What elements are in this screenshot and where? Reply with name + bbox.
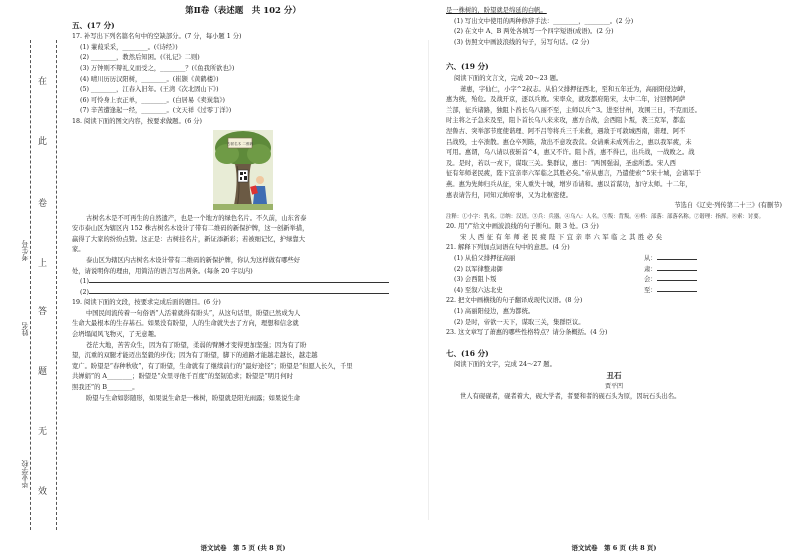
punctuation-sentence: 宋 人 西 征 有 年 师 老 民 疲 陛 下 宜 亲 率 六 军 临 之 其 胜 必 矣 [460,233,663,241]
classical-text: 涅鲁古、突举部节度使谐理、阿不吕等将兵三千来救，遇敌于可敦城西南，谐理、阿不 [446,127,686,135]
q22-item: (1) 高丽阳侵边，惠为都统。 [454,308,535,316]
q19-text: 会坍塌闻风飞物灭，了无意趣。 [72,331,161,339]
q19-text: 望，沉重的双腿才能迈出坚毅的步伐；因为有了盼望，脚下的道路才能越走越长，越走越 [72,352,318,360]
margin-char: 效 [38,487,48,497]
essay-author: 贾平凹 [604,382,623,390]
q18-text: 处，请说明你的理由，用简洁的语言写出两条。(每条 20 字以内) [72,267,253,275]
q17-item: (2) ________，教然后知困。(《礼记》二则) [80,54,200,62]
q17-item: (7) 辛苦遭逢起一经，________。(文天祥《过零丁洋》) [80,107,232,115]
page-footer: 语文试卷 第 6 页 (共 8 页) [571,544,657,553]
paper-title: 第Ⅱ卷（表述题 共 102 分） [185,6,301,16]
source-citation: 节选自《辽史·列传第二十三》(有删节) [674,202,782,210]
classical-text: 时主将之子急来及至，阻卜首长乌八来来攻，惠方合战，会西阻卜叛，袭三克军，都监 [446,117,686,125]
margin-char: 在 [38,77,48,87]
q21-item: (3) 会西阻卜叛 会： [446,275,782,286]
classical-text: 燕。惠为先帅归兵从征，宋人重失十城，增岁币请和。惠以首谋功，加守太师。十二年， [446,180,692,188]
cut-line [30,40,31,530]
sign-text: 古树名木 二维码 [226,141,254,146]
q21-item: (1) 从伯父排押征高丽 从： [446,254,782,265]
continued-text: 是一株树的，盼望就是绵延的白帆。 [446,7,547,14]
classical-text: 兰部，征兵诸路，独阻卜酋长乌八丽不至，主师以兵^3。进至甘州，攻围三日，不克而还。 [446,106,701,114]
q19-text: 苍茫大地，苦苦众生，因为有了盼望，柔弱的臂膊才变得更加坚强；因为有了盼 [86,341,307,349]
section-five: 五、(17 分) [72,20,115,30]
question-20: 20. 用“/”给文中画波浪线的句子断句。限 3 处。(3 分) [446,223,599,231]
page-5 [72,6,414,554]
q18-text: 泰山区为辖区内古树名木设计带有二维码的新保护牌，你认为这样做有哪些好 [86,256,301,264]
tree-illustration [213,130,273,210]
essay-title: 丑石 [606,371,622,380]
q19-subquestion: (1) 写出文中使用的两种修辞手法：________，________。(2 分) [454,17,634,25]
q19-text: 宽广。盼望是“春种秋收”，有了盼望，生命就有了继续前行的“最好途径”；盼望是“但愿人长久，千里 [72,362,353,370]
q19-text: 盼望与生命如影随形，如果说生命是一株树，盼望就是阳光雨露；如果说生命 [86,394,301,402]
q17-item: (3) 万钟则不辩礼义而受之，________？(《鱼我所欲也》) [80,64,235,72]
binding-margin [0,0,62,560]
margin-char: 无 [38,427,48,437]
label-school: 毕业学校 [21,460,29,488]
label-exam-number: 考生号 [21,240,29,261]
answer-line[interactable]: (1) [72,277,414,288]
answer-line[interactable]: (2) [72,288,414,299]
cut-line [56,40,57,530]
essay-text: 世人有砚砚者，砚者着大，砚大学者，者要和者的砚石头为原，因玩石头出名。 [460,393,681,401]
classical-text: 吕战殁，士卒溃散。惠仓卒列陈，敌出不意攻我营。众请乘未成列击之，惠以我军疲，未 [446,138,692,146]
q21-item: (2) 以军律整肃御 肃： [446,265,782,276]
question-22: 22. 把文中画横线的句子翻译成现代汉语。(8 分) [446,297,583,305]
section-intro: 阅读下面的文字，完成 24～27 题。 [454,361,556,369]
q17-item: (4) 晴川历历汉阳树，________。(崔颢《黄鹤楼》) [80,75,219,83]
question-19: 19. 阅读下面的文段，按要求完成后面的题目。(6 分) [72,299,221,307]
section-six: 六、(19 分) [446,62,489,72]
classical-text: 萧惠，字仙仁，小字^2叔志。从伯父排押征西北，至和五年迁为，高丽阳侵边衅， [460,85,690,93]
q22-item: (2) 是时，帝欲一天下，谋取三关，集群臣议。 [454,318,585,326]
label-name: 姓名 [21,322,29,336]
annotation-note: 注释：①小字：乳名。②纳：汉语。③兵：兵器。④乌八：人名。⑤叛：背叛。⑥桥：部落：部落名称。⑦谐理：指挥。⑧索：讨要。 [446,213,765,220]
page-footer: 语文试卷 第 5 页 (共 8 页) [200,544,286,553]
q21-item: (4) 至叙六达北史 至： [446,286,782,297]
q19-text: 照我还”的 B________。 [72,384,139,392]
margin-char: 答 [38,307,48,317]
q18-text: 家。 [72,246,85,254]
classical-text: 及。是时，若以一戎下，谋取三关。集群议，惠曰：“两国强弱，圣虑所悉。宋人西 [446,159,676,167]
question-18: 18. 阅读下面的图文内容，按要求做题。(6 分) [72,117,202,125]
q17-item: (6) 可怜身上衣正单，________。(白居易《卖炭翁》) [80,96,225,104]
question-17: 17. 补写出下列名篇名句中的空缺部分。(7 分，每小题 1 分) [72,33,242,41]
margin-char: 题 [38,367,48,377]
section-intro: 阅读下面的文言文，完成 20～23 题。 [454,74,563,82]
classical-text: 征有年师老民疲，陛下宜亲率六军临之其胜必矣。”帝从惠言，乃遣使索^5宋十城，会诸军于 [446,170,701,178]
q19-text: 共婵娟”的 A________；盼望是“众里寻他千百度”的坚韧追求；盼望是“明月何时 [72,373,293,381]
q18-text: 赢得了大家的纷纷点赞。这正是：古树挂名片，新证添新彩；若被细记忆，护绿靠大 [72,235,305,243]
classical-text: 惠表请告归，同知元帅府事，又为北枢密使。 [446,191,572,199]
q19-subquestion: (2) 在文中 A、B 两处各填写一个四字短语(成语)。(2 分) [454,28,614,36]
q17-item: (1) 蒹葭采采，________。(《诗经》) [80,43,178,51]
q18-text: 安市泰山区为辖区内 152 株古树名木设计了带有二维码的新保护牌，这一创新举措， [72,225,309,233]
tree-qr-image [213,130,273,210]
q19-text: 生命大最根本的生存基石。如果没有盼望，人的生命就失去了方向，理想和信念就 [72,320,299,328]
margin-char: 卷 [38,199,48,209]
q19-text: 中国民间流传着一句俗语“人活着就得有盼头”，从这句话里，盼望已然成为人 [86,309,301,317]
q17-item: (5) ________，江春入旧年。(王湾《次北固山下》) [80,86,219,94]
classical-text: 惠为统，殆危。及战开京，逐以兵败。宋率众，就攻都府陷宋，太中二年，讨回鹘阿萨 [446,96,686,104]
column-divider [428,40,429,520]
question-21: 21. 解释下列加点词语在句中的意思。(4 分) [446,244,570,252]
classical-text: 可用。惠谓，乌八请以夜斩首^4，惠又不许。阻卜酋，惠不得已，出兵战，一战败之。战 [446,149,695,157]
q19-subquestion: (3) 仿照文中画波浪线的句子，另写句话。(2 分) [454,38,590,46]
page-6 [446,6,782,554]
margin-char: 上 [38,259,48,269]
question-23: 23. 这文章写了萧惠的哪些性格特点？请分条概括。(4 分) [446,329,608,337]
section-seven: 七、(16 分) [446,348,489,358]
margin-char: 此 [38,137,48,147]
q18-text: 古树名木是不可再生的自然遗产，也是一个地方的绿色名片。不久前，山东省泰 [86,214,307,222]
